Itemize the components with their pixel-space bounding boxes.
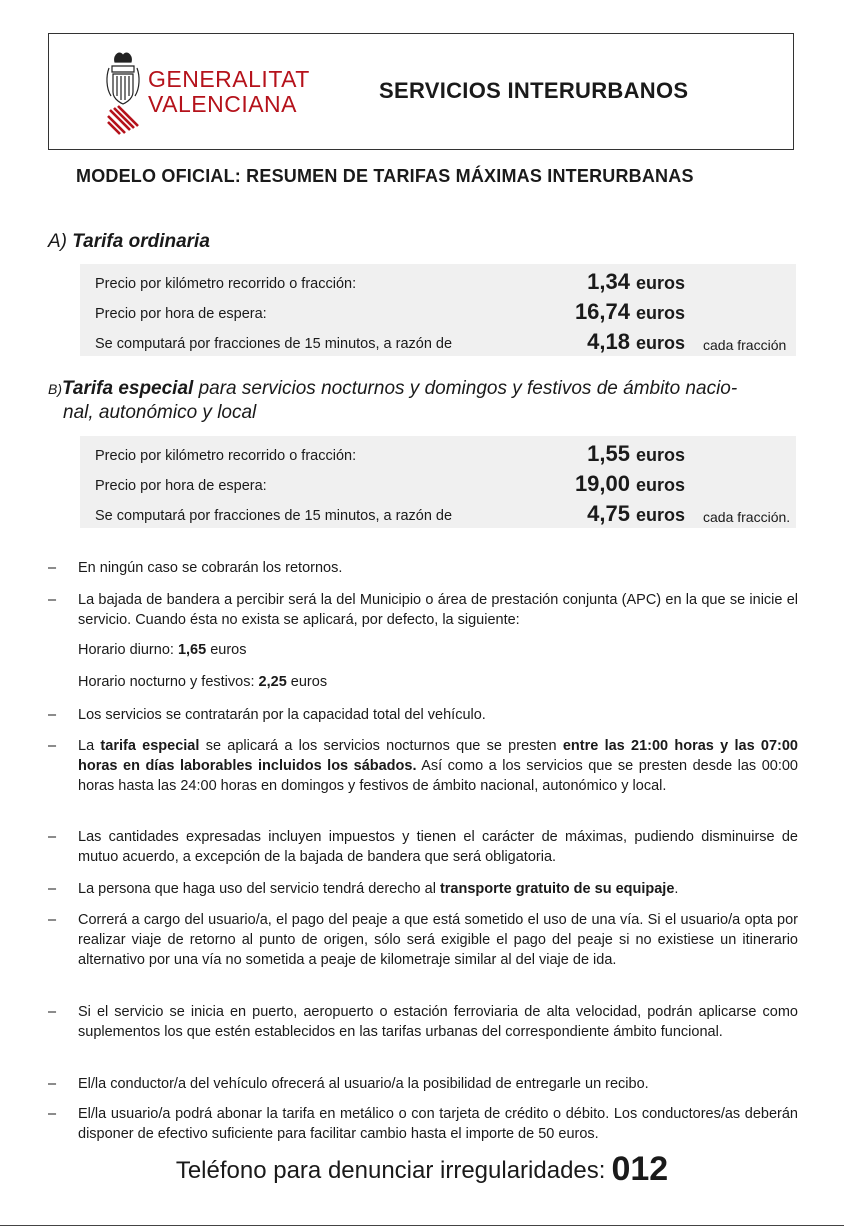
tariff-row-value: 19,00 <box>574 471 630 496</box>
complaints-phone <box>0 1150 844 1189</box>
flag-fee-day-unit: euros <box>210 642 247 658</box>
tariff-row <box>95 438 795 468</box>
bullet-dash: – <box>48 592 57 608</box>
tariff-row-extra: cada fracción <box>703 337 787 353</box>
bullet-dash: – <box>48 707 57 723</box>
tariff-row-unit: euros <box>636 505 686 525</box>
section-b-title <box>48 377 808 401</box>
bullet-text: Las cantidades expresadas incluyen impuestos y tienen el carácter de máximas, pudiendo disminuirse de mutuo acuerdo, a excepción de la bajada de bandera que será obligatoria. <box>78 829 798 865</box>
bullet-dash: – <box>48 1076 57 1092</box>
flag-fee-day <box>78 642 247 658</box>
section-b-title-line2 <box>63 401 256 424</box>
section-a-title <box>48 230 210 253</box>
flag-fee-night-label: Horario nocturno y festivos: <box>78 674 255 690</box>
tariff-row <box>95 468 795 498</box>
header-box <box>48 33 794 150</box>
tariff-row-unit: euros <box>636 445 686 465</box>
flag-fee-day-value: 1,65 <box>177 642 207 658</box>
page-bottom-rule <box>0 1225 844 1226</box>
flag-fee-day-label: Horario diurno: <box>78 642 174 658</box>
tariff-row-value: 4,18 <box>587 329 630 354</box>
bullet-text: El/la usuario/a podrá abonar la tarifa en metálico o con tarjeta de crédito o débito. Los conductores/as deberán disponer de efectivo suficiente para facilitar cambio hasta el importe de 50 euros. <box>78 1106 798 1142</box>
tariff-row <box>95 498 795 528</box>
bullet-dash: – <box>48 912 57 928</box>
tariff-row-desc: Precio por kilómetro recorrido o fracción: <box>95 448 357 464</box>
bullet-dash: – <box>48 829 57 845</box>
section-b-label: B) <box>48 381 62 397</box>
section-b-heading-rest2: nal, autonómico y local <box>63 402 257 423</box>
tariff-row-unit: euros <box>636 475 686 495</box>
bullet-dash: – <box>48 1106 57 1122</box>
tariff-row-unit: euros <box>636 273 686 293</box>
tariff-row <box>95 266 795 296</box>
flag-fee-night-unit: euros <box>290 674 328 690</box>
section-b-heading: Tarifa especial <box>62 378 194 399</box>
logo-text-line1: GENERALITAT <box>148 66 310 92</box>
tariff-box-a <box>80 264 796 356</box>
header-title: SERVICIOS INTERURBANOS <box>379 78 689 103</box>
generalitat-logo <box>103 48 310 138</box>
section-a-label: A) <box>48 231 67 252</box>
bullet-text: El/la conductor/a del vehículo ofrecerá al usuario/a la posibilidad de entregarle un recibo. <box>78 1076 649 1092</box>
complaints-phone-label: Teléfono para denunciar irregularidades: <box>175 1157 606 1184</box>
bullet-dash: – <box>48 881 57 897</box>
section-b-heading-rest1: para servicios nocturnos y domingos y festivos de ámbito nacio- <box>193 378 738 399</box>
bullet-text: La bajada de bandera a percibir será la del Municipio o área de prestación conjunta (APC) en la que se inicie el servicio. Cuando ésta no exista se aplicará, por defecto, la siguiente: <box>78 592 798 628</box>
bullet-dash: – <box>48 1004 57 1020</box>
bullet-text: La tarifa especial se aplicará a los servicios nocturnos que se presten entre las 21:00 horas y las 07:00 horas en días laborables incluidos los sábados. Así como a los servicios que se presten desde las 00:00 horas hasta las 24:00 horas en domingos y festivos de ámbito nacional, autonómico y local. <box>78 738 799 794</box>
tariff-row-desc: Se computará por fracciones de 15 minutos, a razón de <box>95 508 453 524</box>
tariff-row-value: 1,34 <box>587 269 630 294</box>
bullet-text: La persona que haga uso del servicio tendrá derecho al transporte gratuito de su equipaje. <box>78 881 679 897</box>
bullet-text: Correrá a cargo del usuario/a, el pago del peaje a que está sometido el uso de una vía. Si el usuario/a opta por realizar viaje de retorno al punto de origen, sólo será exigible el pago del peaje si no existiese un itinerario alternativo por una vía no sometida a peaje de kilometraje similar al del viaje de ida. <box>78 912 798 968</box>
bullet-dash: – <box>48 560 57 576</box>
tariff-row-desc: Precio por hora de espera: <box>95 478 267 494</box>
tariff-row-desc: Precio por kilómetro recorrido o fracción: <box>95 276 357 292</box>
section-a-heading: Tarifa ordinaria <box>72 231 210 252</box>
tariff-row-unit: euros <box>636 303 686 323</box>
tariff-row-desc: Precio por hora de espera: <box>95 306 267 322</box>
tariff-box-b <box>80 436 796 528</box>
tariff-row-value: 16,74 <box>574 299 630 324</box>
complaints-phone-number: 012 <box>611 1150 669 1188</box>
flag-fee-night-value: 2,25 <box>258 674 287 690</box>
logo-text-line2: VALENCIANA <box>148 91 298 117</box>
bullet-text: En ningún caso se cobrarán los retornos. <box>78 560 343 576</box>
bullet-text: Si el servicio se inicia en puerto, aeropuerto o estación ferroviaria de alta velocidad, podrán aplicarse como suplementos los que estén establecidos en las tarifas urbanas del correspondiente ámbito funcional. <box>78 1004 798 1040</box>
flag-fee-night <box>78 674 327 690</box>
tariff-row-unit: euros <box>636 333 686 353</box>
bullet-text: Los servicios se contratarán por la capacidad total del vehículo. <box>78 707 486 723</box>
bullet-dash: – <box>48 738 57 754</box>
tariff-row <box>95 296 795 326</box>
tariff-row-value: 1,55 <box>587 441 630 466</box>
coat-of-arms-icon <box>103 48 143 140</box>
tariff-row <box>95 326 795 356</box>
tariff-row-desc: Se computará por fracciones de 15 minutos, a razón de <box>95 336 453 352</box>
document-title: MODELO OFICIAL: RESUMEN DE TARIFAS MÁXIMAS INTERURBANAS <box>76 166 694 186</box>
tariff-row-extra: cada fracción. <box>703 509 791 525</box>
tariff-row-value: 4,75 <box>587 501 630 526</box>
